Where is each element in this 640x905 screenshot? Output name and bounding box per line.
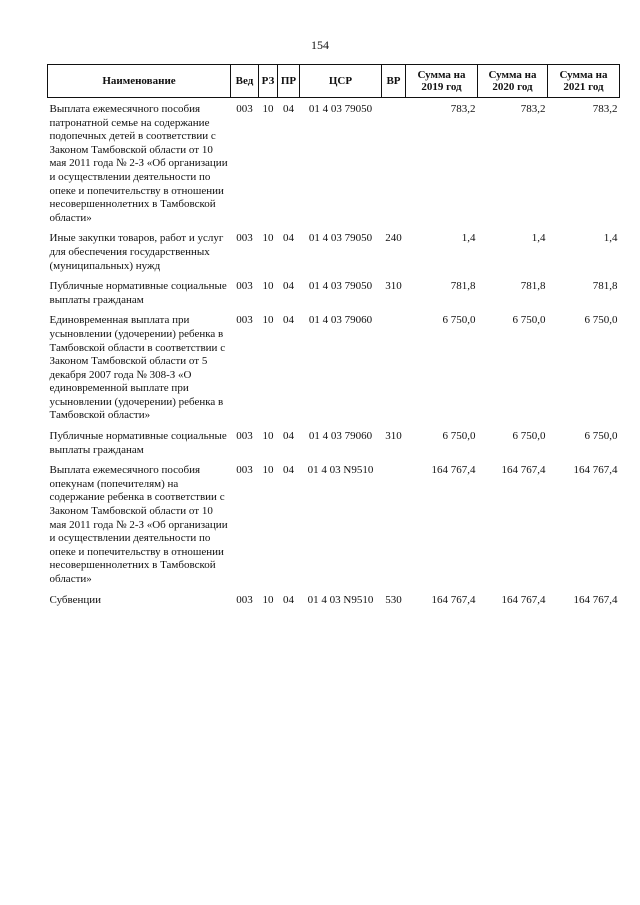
row-vr [382, 98, 406, 228]
header-ved: Вед [231, 65, 259, 98]
table-row [48, 425, 620, 459]
row-vr: 310 [385, 280, 402, 293]
row-sum-2019: 6 750,0 [442, 314, 476, 327]
row-sum-2021: 164 767,4 [573, 464, 618, 477]
header-pr: ПР [278, 65, 300, 98]
row-ved: 003 [236, 280, 253, 293]
row-pr: 04 [283, 430, 294, 443]
row-sum-2019: 164 767,4 [431, 593, 476, 606]
header-vr: ВР [382, 65, 406, 98]
row-rz: 10 [262, 593, 274, 606]
row-sum-2020: 6 750,0 [512, 430, 546, 443]
header-sum-2019: Сумма на 2019 год [406, 65, 478, 98]
row-sum-2021: 164 767,4 [573, 593, 618, 606]
row-sum-2021: 6 750,0 [584, 430, 618, 443]
row-ved: 003 [236, 314, 253, 327]
row-pr: 04 [283, 593, 294, 606]
row-sum-2020: 164 767,4 [501, 464, 546, 477]
row-rz: 10 [262, 103, 274, 115]
row-pr: 04 [283, 103, 294, 115]
header-rz: РЗ [259, 65, 278, 98]
row-name: Выплата ежемесячного пособия патронатной семье на содержание подопечных детей в соответствии с Законом Тамбовской области от 10 мая 2011 года № 2-З «Об организации и осуществлении деятельности по опеке и попечительству в отношении несовершеннолетних в Тамбовской области» [49, 103, 228, 224]
row-ved: 003 [236, 430, 253, 443]
table-row [48, 227, 620, 275]
page-number: 154 [311, 38, 329, 52]
row-sum-2021: 1,4 [603, 232, 618, 245]
row-pr: 04 [283, 280, 294, 293]
row-sum-2019: 164 767,4 [431, 464, 476, 477]
row-sum-2020: 1,4 [531, 232, 546, 245]
table-header [48, 65, 620, 98]
row-sum-2021: 781,8 [592, 280, 618, 293]
row-name: Выплата ежемесячного пособия опекунам (попечителям) на содержание ребенка в соответствии с Законом Тамбовской области от 10 мая 2011 года № 2-З «Об организации и осуществлении деятельности по опеке и попечительству в отношении несовершеннолетних в Тамбовской области» [49, 464, 228, 585]
header-csr: ЦСР [300, 65, 382, 98]
row-vr [382, 309, 406, 425]
row-rz: 10 [262, 464, 274, 477]
row-csr: 01 4 03 79050 [308, 280, 373, 293]
row-pr: 04 [283, 464, 294, 477]
row-sum-2019: 1,4 [461, 232, 476, 245]
row-name: Единовременная выплата при усыновлении (удочерении) ребенка в Тамбовской области в соответствии с Законом Тамбовской области от 5 декабря 2007 года № 308-З «О единовременной выплате при усыновлении (удочерении) ребенка в Тамбовской области» [49, 314, 226, 422]
row-sum-2019: 781,8 [450, 280, 476, 293]
row-sum-2020: 781,8 [520, 280, 546, 293]
row-rz: 10 [262, 232, 274, 245]
row-csr: 01 4 03 79060 [308, 314, 373, 327]
row-rz: 10 [262, 314, 274, 327]
row-name: Иные закупки товаров, работ и услуг для обеспечения государственных (муниципальных) нужд [49, 232, 224, 272]
row-sum-2021: 783,2 [592, 103, 618, 115]
budget-table [47, 64, 620, 609]
row-rz: 10 [262, 280, 274, 293]
row-name: Публичные нормативные социальные выплаты гражданам [49, 430, 227, 456]
row-sum-2019: 6 750,0 [442, 430, 476, 443]
row-name: Субвенции [49, 593, 102, 606]
table-body [48, 98, 620, 610]
header-sum-2021: Сумма на 2021 год [548, 65, 620, 98]
row-ved: 003 [236, 593, 253, 606]
row-ved: 003 [236, 103, 253, 115]
row-csr: 01 4 03 N9510 [307, 464, 374, 477]
row-ved: 003 [236, 464, 253, 477]
row-vr: 530 [385, 593, 402, 606]
row-vr: 240 [385, 232, 402, 245]
row-csr: 01 4 03 79050 [308, 103, 373, 115]
table-row [48, 275, 620, 309]
row-pr: 04 [283, 314, 294, 327]
table-row [48, 98, 620, 228]
row-vr: 310 [385, 430, 402, 443]
row-rz: 10 [262, 430, 274, 443]
row-sum-2020: 783,2 [520, 103, 546, 115]
table-row [48, 459, 620, 588]
row-csr: 01 4 03 79060 [308, 430, 373, 443]
row-csr: 01 4 03 N9510 [307, 593, 374, 606]
row-pr: 04 [283, 232, 294, 245]
header-sum-2020: Сумма на 2020 год [478, 65, 548, 98]
row-vr [382, 459, 406, 588]
header-name: Наименование [48, 65, 231, 98]
table-row [48, 589, 620, 610]
row-ved: 003 [236, 232, 253, 245]
row-sum-2019: 783,2 [450, 103, 476, 115]
row-name: Публичные нормативные социальные выплаты гражданам [49, 280, 227, 306]
row-sum-2021: 6 750,0 [584, 314, 618, 327]
row-sum-2020: 164 767,4 [501, 593, 546, 606]
row-sum-2020: 6 750,0 [512, 314, 546, 327]
row-csr: 01 4 03 79050 [308, 232, 373, 245]
table-row [48, 309, 620, 425]
